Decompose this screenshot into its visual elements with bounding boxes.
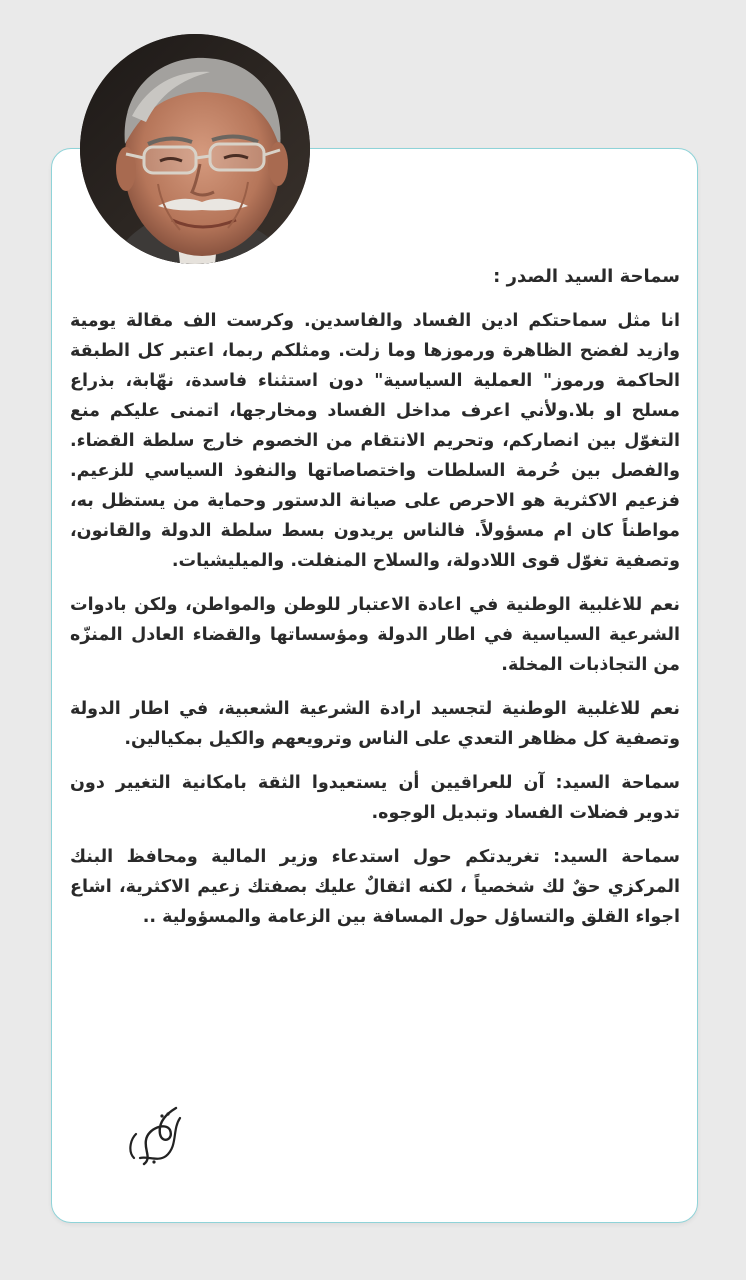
- author-photo-icon: [80, 34, 310, 264]
- author-portrait: [80, 34, 310, 264]
- author-signature: [118, 1100, 198, 1172]
- article-paragraph: نعم للاغلبية الوطنية لتجسيد ارادة الشرعية الشعبية، في اطار الدولة وتصفية كل مظاهر التعدي على الناس وترويعهم والكيل بمكيالين.: [70, 699, 680, 749]
- article-heading: سماحة السيد الصدر :: [493, 266, 680, 287]
- article-paragraph: نعم للاغلبية الوطنية في اعادة الاعتبار للوطن والمواطن، ولكن بادوات الشرعية السياسية في اطار الدولة ومؤسساتها والقضاء العادل المنزّه من التجاذبات المخلة.: [70, 595, 680, 675]
- article-paragraph: سماحة السيد: تغريدتكم حول استدعاء وزير المالية ومحافظ البنك المركزي حقٌ لك شخصياً ، لكنه اثقالٌ عليك بصفتك زعيم الاكثرية، اشاع اجواء القلق والتساؤل حول المسافة بين الزعامة والمسؤولية ..: [70, 847, 680, 927]
- article-body: [70, 262, 680, 946]
- signature-icon: [118, 1100, 198, 1172]
- article-paragraph: انا مثل سماحتكم ادين الفساد والفاسدين. وكرست الف مقالة يومية وازيد لفضح الظاهرة ورموزها وما زلت. ومثلكم ربما، اعتبر كل الطبقة الحاكمة ورموز" العملية السياسية" دون استثناء فاسدة، نهّابة، بذراع مسلح او بلا.ولأني اعرف مداخل الفساد ومخارجها، اتمنى عليكم منع التغوّل بين انصاركم، وتحريم الانتقام من الخصوم خارج سلطة القضاء. والفصل بين حُرمة السلطات واختصاصاتها والنفوذ السياسي للزعيم. فزعيم الاكثرية هو الاحرص على صيانة الدستور وحماية من يستظل به، مواطناً كان ام مسؤولاً. فالناس يريدون بسط سلطة الدولة والقانون، وتصفية تغوّل قوى اللادولة، والسلاح المنفلت. والميليشيات.: [70, 311, 680, 571]
- article-paragraph: سماحة السيد: آن للعراقيين أن يستعيدوا الثقة بامكانية التغيير دون تدوير فضلات الفساد وتبديل الوجوه.: [70, 773, 680, 823]
